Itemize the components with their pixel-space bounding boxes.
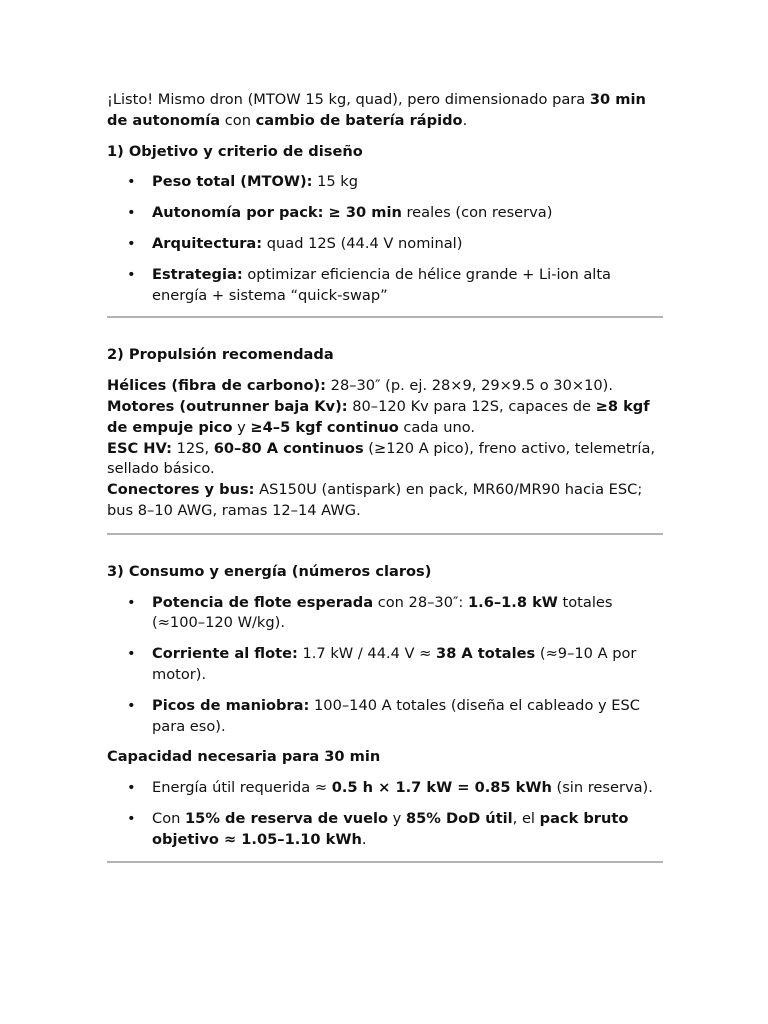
capacity-heading: Capacidad necesaria para 30 min [107,748,381,766]
list-item [107,809,663,851]
motores-text: y [232,418,251,436]
section3-heading: 3) Consumo y energía (números claros) [107,562,432,580]
item-text: , el [512,809,540,827]
document-body [107,90,663,863]
motores-text: cada uno. [398,418,476,436]
bullet-icon: • [127,809,136,827]
intro-paragraph [107,90,663,132]
item-bold: 0.5 h × 1.7 kW = 0.85 kWh [331,779,552,797]
item-label: Corriente al flote: [152,645,298,663]
esc-label: ESC HV: [107,439,172,457]
list-item [107,593,663,635]
list-item [107,778,663,799]
list-item [107,644,663,686]
item-text: . [361,830,367,848]
item-label: Estrategia: [152,265,243,283]
section3-list [107,593,663,738]
item-label: Autonomía por pack: ≥ 30 min [152,204,402,222]
helices-text: 28–30″ (p. ej. 28×9, 29×9.5 o 30×10). [326,377,614,395]
item-text: con 28–30″: [373,593,468,611]
item-text: Energía útil requerida ≈ [152,779,332,797]
item-text: 15 kg [312,173,359,191]
section1-list [107,172,663,306]
item-text: 100–140 A totales (diseña el cableado y ESC para eso). [152,696,640,735]
motores-text: 80–120 Kv para 12S, capaces de [347,397,596,415]
item-text: Con [152,809,186,827]
item-text: (≈9–10 A por motor). [152,645,637,683]
motores-bold: ≥8 kgf de empuje pico [107,397,650,436]
item-label: Potencia de flote esperada [152,593,374,611]
item-text: 1.7 kW / 44.4 V ≈ [297,645,437,663]
item-bold: 1.6–1.8 kW [468,593,558,611]
helices-label: Hélices (fibra de carbono): [107,377,327,395]
intro-text: ¡Listo! Mismo dron (MTOW 15 kg, quad), pero dimensionado para [107,91,590,108]
item-bold: 85% DoD útil [405,809,513,827]
motores-bold: ≥4–5 kgf continuo [250,418,399,436]
list-item [107,696,663,738]
esc-bold: 60–80 A continuos [213,439,364,457]
motores-label: Motores (outrunner baja Kv): [107,397,348,415]
item-text: totales (≈100–120 W/kg). [152,593,613,632]
bullet-icon: • [127,696,136,714]
esc-text: (≥120 A pico), freno activo, telemetría, sellado básico. [107,439,656,478]
intro-bold-swap: cambio de batería rápido [255,111,463,129]
bullet-icon: • [127,779,136,797]
bullet-icon: • [127,234,136,252]
item-text: optimizar eficiencia de hélice grande + Li-ion alta energía + sistema “quick-swap” [152,265,611,304]
list-item [107,265,663,307]
item-bold: 38 A totales [436,645,536,663]
section2-heading: 2) Propulsión recomendada [107,346,334,364]
item-text: reales (con reserva) [401,204,553,222]
section-divider [107,861,663,863]
bullet-icon: • [127,645,136,663]
list-item [107,172,663,193]
item-text: quad 12S (44.4 V nominal) [262,234,463,252]
capacity-list [107,778,663,850]
item-text: (sin reserva). [551,779,653,797]
conectores-label: Conectores y bus: [107,481,255,499]
list-item [107,234,663,255]
list-item [107,203,663,224]
bullet-icon: • [127,204,136,222]
intro-text: con [220,111,256,129]
intro-text: . [462,111,468,129]
item-bold: pack bruto objetivo ≈ 1.05–1.10 kWh [152,809,629,848]
item-label: Peso total (MTOW): [152,173,313,191]
item-text: y [388,809,406,827]
intro-bold-autonomy: 30 min de autonomía [107,91,646,129]
item-bold: 15% de reserva de vuelo [185,809,389,827]
conectores-text: AS150U (antispark) en pack, MR60/MR90 hacia ESC; bus 8–10 AWG, ramas 12–14 AWG. [107,481,643,519]
section2-body [107,376,663,522]
section-divider [107,533,663,535]
esc-text: 12S, [171,439,214,457]
bullet-icon: • [127,173,136,191]
item-label: Arquitectura: [152,234,263,252]
bullet-icon: • [127,265,136,283]
section1-heading: 1) Objetivo y criterio de diseño [107,142,363,160]
item-label: Picos de maniobra: [152,696,310,714]
bullet-icon: • [127,593,136,611]
section-divider [107,316,663,318]
